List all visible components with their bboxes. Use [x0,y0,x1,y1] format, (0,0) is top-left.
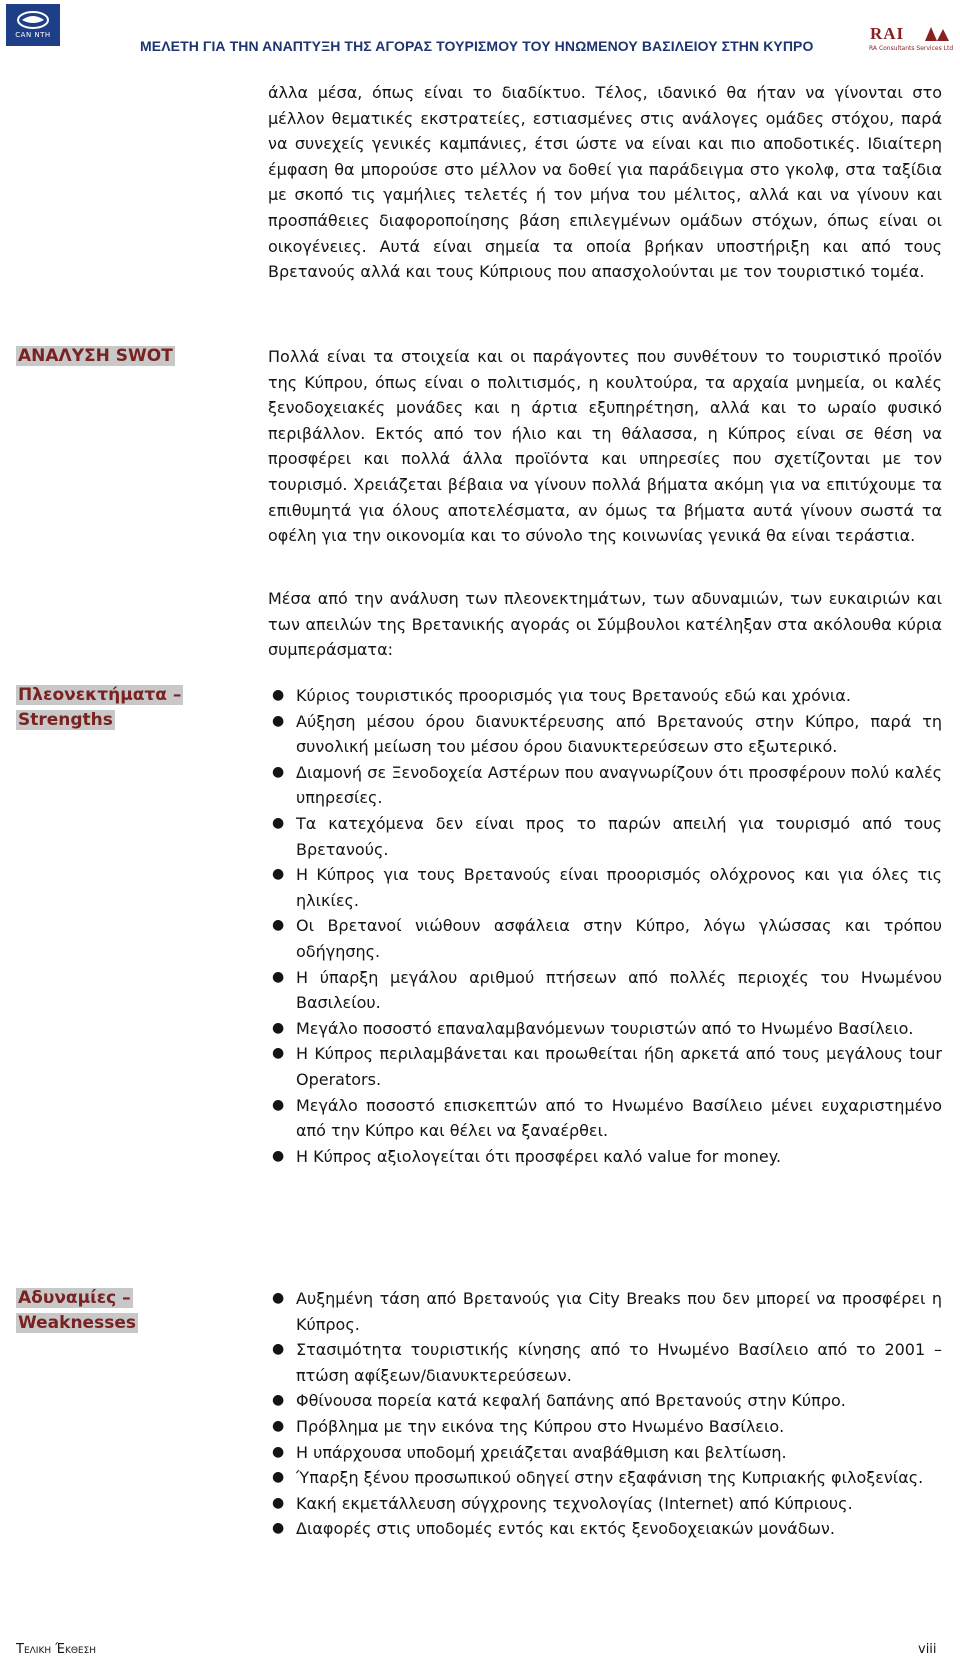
strengths-list [268,683,942,1169]
bullet-icon: ● [272,968,285,985]
bullet-icon: ● [272,1392,285,1409]
rai-emblem-icon [923,25,951,43]
list-item: ● Αυξημένη τάση από Βρετανούς για City Breaks που δεν μπορεί να προσφέρει η Κύπρος. [268,1286,942,1337]
bullet-icon: ● [272,712,285,729]
bullet-icon: ● [272,814,285,831]
bullet-icon: ● [272,1045,285,1062]
strengths-label-line-2: Strengths [18,710,113,730]
list-item: ● Ύπαρξη ξένου προσωπικού οδηγεί στην εξαφάνιση της Κυπριακής φιλοξενίας. [268,1465,942,1491]
list-item: ● Κύριος τουριστικός προορισμός για τους Βρετανούς εδώ και χρόνια. [268,683,942,709]
list-item: ● Στασιμότητα τουριστικής κίνησης από το Ηνωμένο Βασίλειο από το 2001 – πτώση αφίξεων/διανυκτερεύσεων. [268,1337,942,1388]
list-item: ● Φθίνουσα πορεία κατά κεφαλή δαπάνης από Βρετανούς στην Κύπρο. [268,1388,942,1414]
list-item: ● Πρόβλημα με την εικόνα της Κύπρου στο Ηνωμένο Βασίλειο. [268,1414,942,1440]
page-header [0,0,960,62]
bullet-icon: ● [272,1443,285,1460]
list-item: ● Μεγάλο ποσοστό επαναλαμβανόμενων τουριστών από το Ηνωμένο Βασίλειο. [268,1016,942,1042]
left-logo-text: CAN NTH [15,31,51,39]
list-item: ● Μεγάλο ποσοστό επισκεπτών από το Ηνωμένο Βασίλειο μένει ευχαριστημένο από την Κύπρο και θέλει να ξαναέρθει. [268,1093,942,1144]
list-item: ● Η ύπαρξη μεγάλου αριθμού πτήσεων από πολλές περιοχές του Ηνωμένου Βασιλείου. [268,965,942,1016]
weaknesses-label-line-1: Αδυναμίες – [18,1288,131,1308]
list-item: ● Η υπάρχουσα υποδομή χρειάζεται αναβάθμιση και βελτίωση. [268,1440,942,1466]
bullet-icon: ● [272,1520,285,1537]
intro-paragraph: άλλα μέσα, όπως είναι το διαδίκτυο. Τέλος, ιδανικό θα ήταν να γίνονται στο μέλλον θεματικές εκστρατείες, εστιασμένες στις ανάλογες ομάδες στόχου, παρά να συνεχείς γενικές καμπάνιες, έτσι ώστε να είναι και πιο αποδοτικές. Ιδιαίτερη έμφαση θα μπορούσε στο μέλλον να δοθεί για παράδειγμα στο γκολφ, στα ταξίδια με σκοπό τις γαμήλιες τελετές ή τον μήνα του μέλιτος, αλλά και να γίνουν και προσπάθειες διαφοροποίησης βάση επιλεγμένων ομάδων στόχων, όπως είναι οι οικογένειες. Αυτά είναι σημεία τα οποία βρήκαν υποστήριξη και από τους Βρετανούς αλλά και τους Κύπριους που απασχολούνται με τον τουριστικό τομέα. [268,83,942,282]
rai-logo-subtitle: RA Consultants Services Ltd [869,45,954,52]
swot-paragraph-2: Μέσα από την ανάλυση των πλεονεκτημάτων, των αδυναμιών, των ευκαιριών και των απειλών της Βρετανικής αγοράς οι Σύμβουλοι κατέληξαν στα ακόλουθα κύρια συμπεράσματα: [268,589,942,660]
bullet-icon: ● [272,763,285,780]
bullet-icon: ● [272,1096,285,1113]
list-item: ● Διαφορές στις υποδομές εντός και εκτός ξενοδοχειακών μονάδων. [268,1516,942,1542]
list-item: ● Αύξηση μέσου όρου διανυκτέρευσης από Βρετανούς στην Κύπρο, παρά τη συνολική μείωση του μέσου όρου διανυκτερεύσεων στο εξωτερικό. [268,709,942,760]
weaknesses-label [16,1286,138,1336]
weaknesses-list [268,1286,942,1542]
weaknesses-label-line-2: Weaknesses [18,1313,136,1333]
list-item: ● Διαμονή σε Ξενοδοχεία Αστέρων που αναγνωρίζουν ότι προσφέρουν πολύ καλές υπηρεσίες. [268,760,942,811]
list-item: ● Τα κατεχόμενα δεν είναι προς το παρών απειλή για τουρισμό από τους Βρετανούς. [268,811,942,862]
logo-emblem-icon [16,10,50,30]
bullet-icon: ● [272,866,285,883]
list-item: ● Η Κύπρος για τους Βρετανούς είναι προορισμός ολόχρονος και για όλες τις ηλικίες. [268,862,942,913]
bullet-icon: ● [272,1341,285,1358]
strengths-label-line-1: Πλεονεκτήματα – [18,685,182,705]
bullet-icon: ● [272,687,285,703]
bullet-icon: ● [272,917,285,934]
bullet-icon: ● [272,1019,285,1036]
list-item: ● Οι Βρετανοί νιώθουν ασφάλεια στην Κύπρο, λόγω γλώσσας και τρόπου οδήγησης. [268,913,942,964]
page-number: viii [918,1642,937,1657]
rai-logo-text: RAI [870,24,905,43]
company-logo-right [863,24,957,54]
swot-paragraph-1: Πολλά είναι τα στοιχεία και οι παράγοντες που συνθέτουν το τουριστικό προϊόν της Κύπρου, όπως είναι ο πολιτισμός, η κουλτούρα, τα αρχαία μνημεία, οι καλές ξενοδοχειακές μονάδες και η άρτια εξυπηρέτηση, αλλά και το ωραίο φυσικό περιβάλλον. Εκτός από τον ήλιο και τη θάλασσα, η Κύπρος είναι σε θέση να προσφέρει και πολλά άλλα προϊόντα και υπηρεσίες που σχετίζονται με τον τουρισμό. Χρειάζεται βέβαια να γίνουν πολλά βήματα ακόμη για να επιτύχουμε τα επιθυμητά για όλους αποτελέσματα, αν όμως τα βήματα αυτά γίνουν σωστά τα οφέλη για την οικονομία και το σύνολο της κοινωνίας γενικά θα είναι τεράστια. [268,347,942,546]
bullet-icon: ● [272,1147,285,1164]
footer-report-title: Τελικη Έκθεση [16,1642,97,1657]
swot-label-text: ΑΝΑΛΥΣΗ SWOT [18,346,173,366]
bullet-icon: ● [272,1417,285,1434]
bullet-icon: ● [272,1494,285,1511]
bullet-icon: ● [272,1290,285,1306]
company-logo-left [6,4,60,46]
document-title: ΜΕΛΕΤΗ ΓΙΑ ΤΗΝ ΑΝΑΠΤΥΞΗ ΤΗΣ ΑΓΟΡΑΣ ΤΟΥΡΙΣΜΟΥ ΤΟΥ ΗΝΩΜΕΝΟΥ ΒΑΣΙΛΕΙΟΥ ΣΤΗΝ ΚΥΠΡΟ [140,38,814,54]
list-item: ● Η Κύπρος περιλαμβάνεται και προωθείται ήδη αρκετά από τους μεγάλους tour Operators. [268,1041,942,1092]
strengths-label [16,683,183,733]
list-item: ● Κακή εκμετάλλευση σύγχρονης τεχνολογίας (Internet) από Κύπριους. [268,1491,942,1517]
bullet-icon: ● [272,1469,285,1486]
swot-section-label [16,344,175,369]
list-item: ● Η Κύπρος αξιολογείται ότι προσφέρει καλό value for money. [268,1144,942,1170]
